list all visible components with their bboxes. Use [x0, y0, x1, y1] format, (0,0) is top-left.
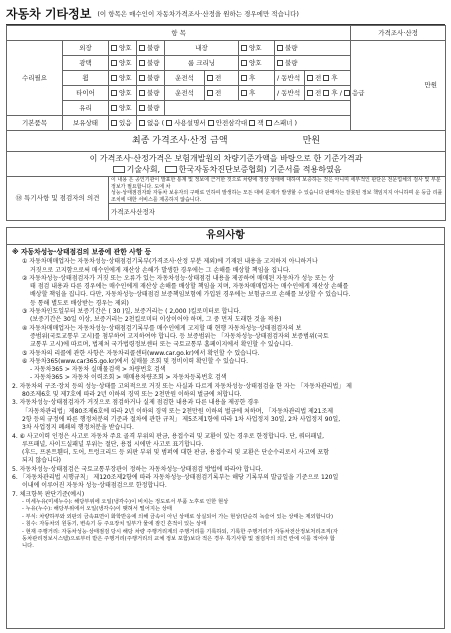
- notice-line: - 자동차365 > 자동차 실매물검색 > 차량번호 검색: [30, 366, 166, 374]
- notice-line: 배상할 책임을 집니다. 다만, 자동차성능·상태점검 보증책임보험에 가입된 경우에는 보험금으로 손해를 보상할 수 있습니다.: [30, 291, 351, 299]
- checkbox-front[interactable]: 전: [205, 86, 239, 101]
- section-title: 자동차 기타정보: [6, 6, 92, 21]
- checkbox-good[interactable]: 양호: [109, 86, 137, 101]
- checkbox-good[interactable]: 양호: [109, 56, 137, 71]
- notice-line: 2. 자동차의 구조·장치 등의 성능·상태를 고의적으로 거짓 또는 사실과 다르게 자동차성능·상태점검을 한 자는 「자동차관리법」 제: [12, 382, 352, 390]
- notice-line: 거짓으로 고지함으로써 매수인에게 재산상 손해가 발생한 경우에는 그 손해를 배상할 책임을 집니다.: [30, 266, 291, 274]
- notice-heading: ※ 자동차성능·상태점검의 보증에 관한 사항 등: [12, 248, 152, 256]
- notice-line: 태 점검 내용과 다른 경우에는 매수인에게 재산상 손해를 배상할 책임을 지며, 자동차매매업자는 매수인에게 재산상 손해를: [30, 283, 349, 291]
- other-info-table: [6, 25, 446, 221]
- notice-line: 2항 등의 규정에 따른 행정처분의 기준과 절차에 관한 규칙」 제5조제1항에 따라 1차 사업정지 30일, 2차 사업정지 90일,: [22, 415, 341, 423]
- row-label: 광택: [63, 56, 109, 71]
- standard-checkbox-1[interactable]: [113, 166, 125, 173]
- checkbox-rear[interactable]: 후: [239, 71, 275, 86]
- notice-line: - 부식: 차량하부와 외판의 금속표면이 화학반응에 의해 금속이 아닌 상태로 상실되어 가는 현상(단순히 녹슬어 있는 상태는 제외합니다): [22, 513, 334, 520]
- checkbox-front-rear[interactable]: 전 후: [305, 71, 351, 86]
- notice-line: 이내에 이루어진 자동차 성능·상태점검으로 한정합니다.: [22, 482, 167, 490]
- repair-group-label: 수리필요: [7, 41, 63, 116]
- checkbox-front-rear-emergency[interactable]: 전 후 / 응급: [305, 86, 351, 101]
- notice-line: 5. 자동차성능·상태점검은 국토교통부장관이 정하는 자동차성능·상태점검 방법에 따라야 합니다.: [12, 465, 263, 473]
- notice-line: 교통부 고시)에 따르며, 법제처 국가법령정보센터 또는 국토교통부 홈페이지에서 확인할 수 있습니다.: [30, 341, 293, 349]
- notice-line: 「자동차관리법」제80조제6호에 따라 2년 이하의 징역 또는 2천만원 이하의 벌금에 처하며, 「자동차관리법 제21조제: [22, 407, 334, 415]
- notice-line: 6. 「자동차관리법 시행규칙」 제120조제2항에 따라 자동차성능·상태점검기록부는 해당 기록부의 발급일을 기준으로 120일: [12, 474, 339, 482]
- notice-title: 유의사항: [6, 227, 445, 245]
- checkbox-good[interactable]: 양호: [109, 101, 137, 116]
- checkbox-good[interactable]: 양호: [109, 71, 137, 86]
- empty-cell: [165, 101, 351, 116]
- checkbox-good[interactable]: 양호: [239, 41, 275, 56]
- col-item-header: 항 목: [7, 26, 351, 41]
- checkbox-bad[interactable]: 불량: [137, 101, 165, 116]
- notice-line: (보증기간은 30일 이상, 보증거리는 2천킬로미터 이상이어야 하며, 그 중 먼저 도래한 것을 적용): [30, 316, 282, 324]
- standard-line: 이 가격조사·산정가격은 보험개발원의 차량기준가액을 바탕으로 한 기준가격과: [89, 154, 363, 163]
- notice-line: 3. 자동차성능·상태점검자가 거짓으로 점검하거나 실제 점검한 내용과 다른 내용을 제공한 경우: [12, 399, 259, 407]
- price-value: 만원: [351, 41, 446, 131]
- notice-line: 루프패널, 사이드실패널 부위는 절단, 용접 시에만 사고로 표기합니다.: [22, 440, 204, 448]
- notice-line: ② 자동차성능·상태점검자가 거짓 또는 오류가 있는 자동차성능·상태점검 내용을 제공하여 매매된 자동차가 성능 또는 상: [22, 274, 335, 282]
- notice-line: 동차관리정보시스템)으로부터 받은 주행거리(주행거리의 교체 정보 포함)보다 적은 경우 특기사항 및 점검자의 의견 란에 이를 적어야 합: [22, 535, 335, 542]
- checkbox-bad[interactable]: 불량: [275, 41, 351, 56]
- row-label: 휠: [63, 71, 109, 86]
- notice-line: 80조제6호 및 제7호에 따라 2년 이하의 징역 또는 2천만원 이하의 벌금에 처합니다.: [22, 391, 242, 399]
- standard-line-2: 기술사회, 한국자동차진단보증협회) 기준서를 적용하였음: [9, 164, 443, 175]
- notice-line: ④ 자동차매매업자는 자동차성능·상태점검기록부를 매수인에게 고지할 때 현행 자동차성능·상태점검자의 보: [22, 324, 302, 332]
- notice-line: 3차 사업정지 폐쇄의 행정처분을 받습니다.: [22, 424, 134, 432]
- checkbox-front[interactable]: 전: [205, 71, 239, 86]
- section-header: [6, 2, 445, 25]
- notice-line: 니다.: [22, 543, 34, 550]
- notice-line: 되지 않습니다): [22, 457, 62, 465]
- checkbox-bad[interactable]: 불량: [137, 56, 165, 71]
- standard-row: [7, 152, 446, 177]
- row-label: 내장: [165, 41, 239, 56]
- checker-label: 가격조사산정자: [109, 204, 446, 221]
- notice-line: 7. 체크항목 판단기준(예시): [12, 490, 85, 498]
- notice-line: - 누유(누수): 해당부위에서 오일(냉각수)이 맺혀서 떨어지는 상태: [22, 506, 172, 513]
- table-header-row: [7, 26, 446, 41]
- final-amount-label: 최종 가격조사·산정 금액: [132, 135, 228, 146]
- notice-line: ⑥ 자동차365(www.car365.go.kr)에서 실매물 조회 및 정비이력 확인할 수 있습니다.: [22, 357, 249, 365]
- special-notes-label: ⑱ 특기사항 및 점검자의 의견: [7, 177, 109, 221]
- row-label: 유리: [63, 101, 109, 116]
- row-label: 룸 크리닝: [165, 56, 239, 71]
- table-row: [7, 41, 446, 56]
- checkbox-bad[interactable]: 불량: [275, 56, 351, 71]
- final-amount-row: [7, 131, 446, 152]
- row-label: 타이어: [63, 86, 109, 101]
- notice-line: 4. ⑥ 사고이력 인정은 사고로 자동차 주요 골격 부위의 판금, 용접수리 및 교환이 있는 경우로 한정합니다. 단, 쿼터패널,: [12, 432, 324, 440]
- special-notes-row: [7, 177, 446, 204]
- basic-state-label: 보유상태: [63, 116, 109, 131]
- notice-line: - 침수: 자동차의 원동기, 변속기 등 주요장치 일부가 물에 잠긴 흔적이 있는 상태: [22, 521, 207, 528]
- notice-line: 등 통해 별도로 배상받는 경우는 제외): [30, 299, 129, 307]
- checkbox-has[interactable]: 있음: [109, 116, 137, 131]
- section-note: (이 항목은 매수인이 자동차가격조사·산정을 원하는 경우에만 적습니다): [97, 9, 299, 18]
- position-label: 운전석: [165, 86, 205, 101]
- position-label: 운전석: [165, 71, 205, 86]
- checkbox-rear[interactable]: 후: [239, 86, 275, 101]
- notice-line: - 현재 주행거리: 자동차성능·상태점검 당시 해당 차량 주행거리계의 주행거리를 기록하되, 기록한 주행거리가 자동차전산정보처리조직(자: [22, 528, 338, 535]
- checkbox-bad[interactable]: 불량: [137, 86, 165, 101]
- basic-items-options[interactable]: 없음 ( 사용설명서 안전삼각대 잭 스패너 ): [137, 116, 351, 131]
- final-amount-unit: 만원: [302, 135, 321, 146]
- row-label: 외장: [63, 41, 109, 56]
- notice-line: - 자동차365 > 자동차 이력조회 > 매매용차량조회 > 자동차등록번호 검색: [30, 374, 227, 382]
- special-notes-text[interactable]: 이 내용 은 공인기관이 발표한 통계 및 정보에 근거한 것으로 차량에 정상 상태에 대하여 보증하는 것은 아니며 세부적인 판단은 전문업체의 검사 및 부분 정보가 필요합니다. 도에 차 성능·상태점검자와 자동차 보유자의 구매로 인하여 발생하는 모든 대비 문제가 발생할 수 있습니다 판매자는 잘못된 정보 책임지지 아니하며 운 등급 리플조치에 대한 서비스를 제공하지 않습니다.: [109, 177, 446, 204]
- checkbox-good[interactable]: 양호: [109, 41, 137, 56]
- col-price-header: 가격조사·산정: [351, 26, 446, 41]
- basic-items-label: 기본품목: [7, 116, 63, 131]
- notice-line: 증범위(국토교통부 고시)를 첨부하여 고지하여야 합니다. 등 보증범위는 「자동차성능·상태점검자의 보증범위(국토: [30, 332, 329, 340]
- position-label: / 동반석: [275, 71, 305, 86]
- position-label: / 동반석: [275, 86, 305, 101]
- standard-checkbox-2[interactable]: [165, 166, 177, 173]
- checkbox-bad[interactable]: 불량: [137, 71, 165, 86]
- notice-line: - 미세누유(미세누수): 해당부위에 오일(냉각수)이 비치는 정도로서 부품 노후로 인한 현상: [22, 498, 229, 505]
- notice-line: ③ 자동차인도일부터 보증기간은 ( 30 )일, 보증거리는 ( 2,000 )킬로미터로 합니다.: [22, 308, 241, 316]
- notice-line: ① 자동차매매업자는 자동차성능·상태점검기록부(가격조사·산정 부분 제외)에 기재된 내용을 고지하지 아니하거나: [22, 258, 318, 266]
- notice-line: (후드, 프론트휀더, 도어, 트렁크리드 등 외판 부위 및 범퍼에 대한 판금, 용접수리 및 교환은 단순수리로서 사고에 포함: [22, 449, 330, 457]
- checkbox-good[interactable]: 양호: [239, 56, 275, 71]
- notice-box: [6, 245, 445, 629]
- notice-line: ⑤ 자동차의 리콜에 관한 사항은 자동차리콜센터(www.car.go.kr)에서 확인할 수 있습니다.: [22, 349, 260, 357]
- checkbox-bad[interactable]: 불량: [137, 41, 165, 56]
